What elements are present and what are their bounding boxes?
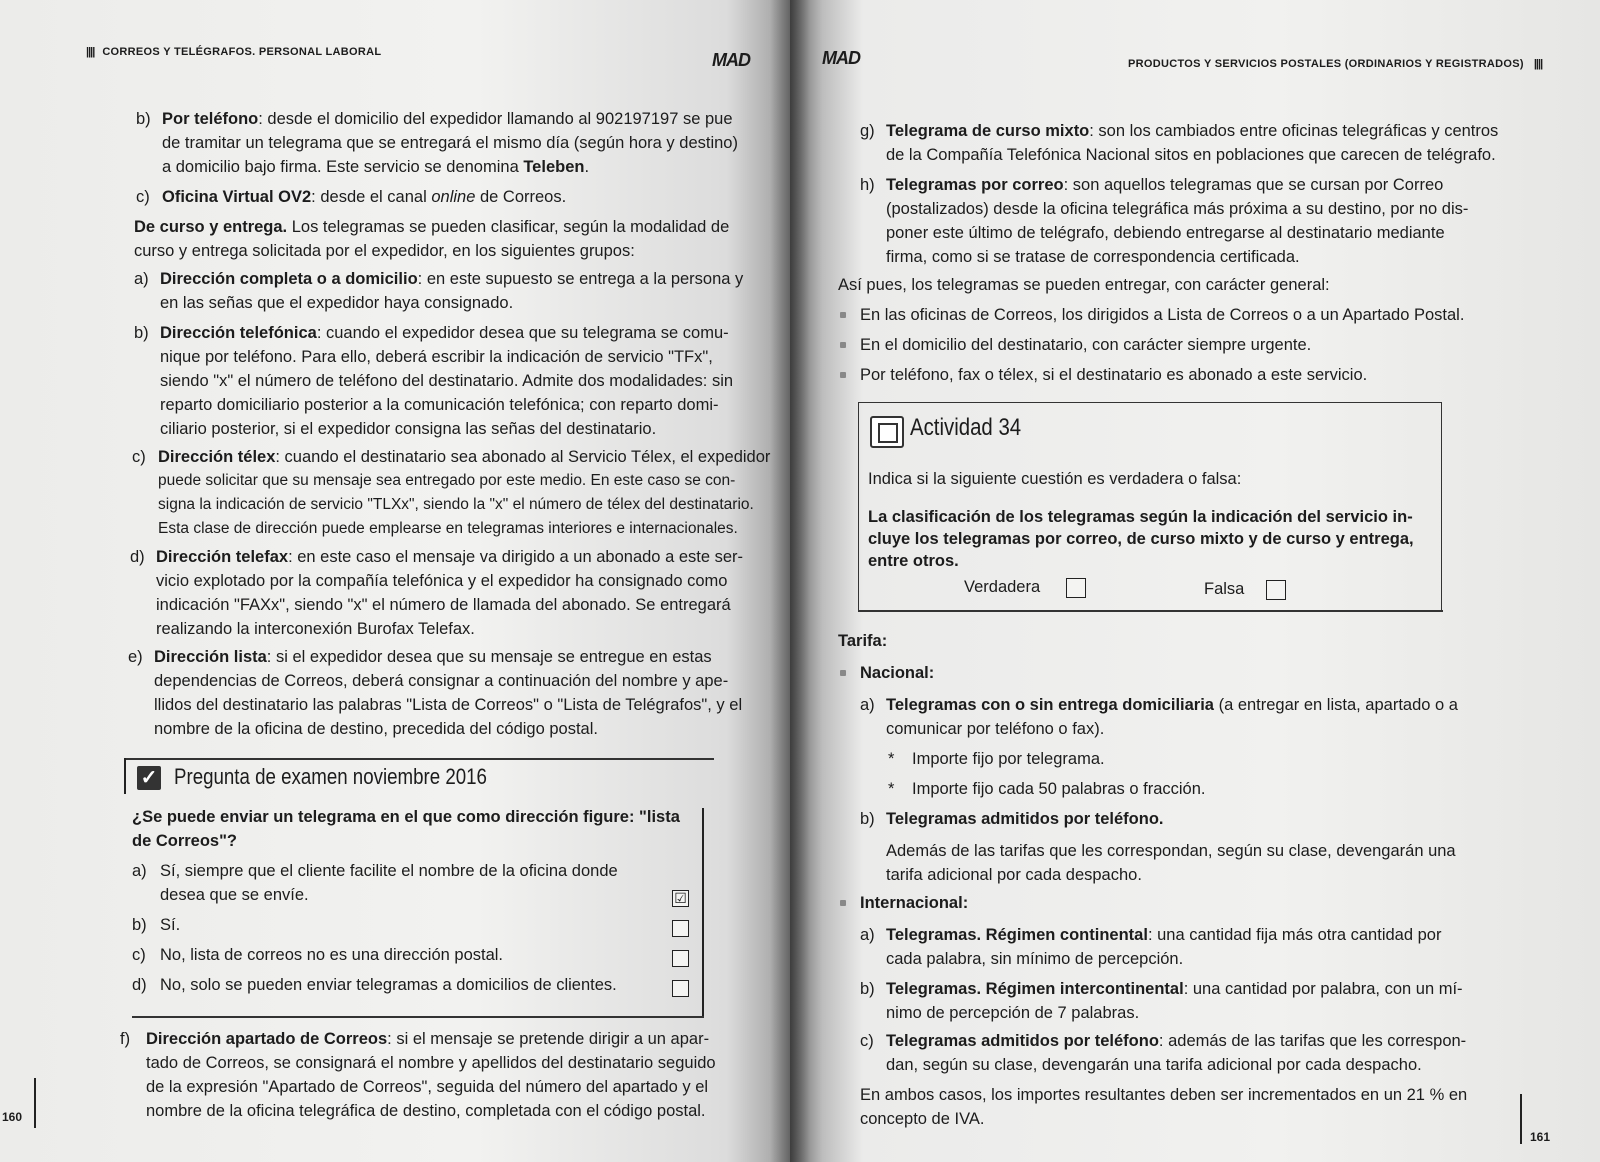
paragraph-line: dan, según su clase, devengarán una tarifa adicional por cada despacho.	[886, 1056, 1422, 1074]
item-label: b)	[860, 980, 875, 998]
paragraph-line: tarifa adicional por cada despacho.	[886, 866, 1142, 884]
publisher-logo: MAD	[712, 50, 750, 70]
paragraph-line: Dirección telefónica: cuando el expedidor desea que su telegrama se comu-	[160, 324, 729, 342]
paragraph-line: Telegramas admitidos por teléfono: además de las tarifas que les correspon-	[886, 1032, 1467, 1050]
paragraph-line: Dirección lista: si el expedidor desea que su mensaje se entregue en estas	[154, 648, 712, 666]
option-label: c)	[132, 946, 146, 964]
paragraph-line: Así pues, los telegramas se pueden entregar, con carácter general:	[838, 276, 1330, 294]
bullet-icon	[840, 372, 846, 378]
paragraph-line: poner este último de telégrafo, debiendo entregarse al destinatario mediante	[886, 224, 1445, 242]
paragraph-line: Dirección telefax: en este caso el mensaje va dirigido a un abonado a este ser-	[156, 548, 744, 566]
paragraph-line: Dirección télex: cuando el destinatario sea abonado al Servicio Télex, el expedidor	[158, 448, 771, 466]
item-label: c)	[136, 188, 150, 206]
item-label: f)	[120, 1030, 131, 1048]
paragraph-line: curso y entrega solicitada por el expedidor, en los siguientes grupos:	[134, 242, 635, 260]
paragraph-line: de tramitar un telegrama que se entregará el mismo día (según hora y destino)	[162, 134, 738, 152]
paragraph-line: vicio explotado por la compañía telefónica y el expedidor ha consignado como	[156, 572, 728, 590]
option-text: No, solo se pueden enviar telegramas a domicilios de clientes.	[160, 976, 617, 994]
paragraph-line: llidos del destinatario las palabras "Lista de Correos" o "Lista de Telégrafos", y el	[154, 696, 743, 714]
item-label: b)	[136, 110, 151, 128]
paragraph-line: reparto domiciliario posterior a la comunicación telefónica; con reparto domi-	[160, 396, 719, 414]
publisher-logo: MAD	[822, 48, 860, 68]
item-label: c)	[860, 1032, 874, 1050]
bullet-icon	[840, 312, 846, 318]
bullet-item: En el domicilio del destinatario, con carácter siempre urgente.	[860, 336, 1312, 354]
paragraph-line: Dirección completa o a domicilio: en este supuesto se entrega a la persona y	[160, 270, 744, 288]
paragraph-line: nombre de la oficina de destino, precedida del código postal.	[154, 720, 598, 738]
exam-question: ¿Se puede enviar un telegrama en el que como dirección figure: "lista	[132, 808, 680, 826]
activity-statement: cluye los telegramas por correo, de curso mixto y de curso y entrega,	[868, 530, 1414, 548]
activity-title: Actividad 34	[910, 414, 1022, 441]
paragraph-line: en las señas que el expedidor haya consignado.	[160, 294, 514, 312]
checkmark-icon: ✓	[137, 766, 161, 790]
item-label: h)	[860, 176, 875, 194]
paragraph-line: tado de Correos, se consignará el nombre y apellidos del destinatario seguido	[146, 1054, 716, 1072]
item-label: a)	[860, 926, 875, 944]
item-label: d)	[130, 548, 145, 566]
running-head-right: PRODUCTOS Y SERVICIOS POSTALES (ORDINARIOS Y REGISTRADOS) ||||	[1128, 58, 1543, 70]
option-label: b)	[132, 916, 147, 934]
option-text: No, lista de correos no es una dirección postal.	[160, 946, 504, 964]
paragraph-line: Telegramas con o sin entrega domiciliaria (a entregar en lista, apartado o a	[886, 696, 1458, 714]
option-checkbox[interactable]	[672, 920, 689, 937]
list-item: Importe fijo por telegrama.	[912, 750, 1105, 768]
subsection-heading: Internacional:	[860, 894, 969, 912]
paragraph-line: nique por teléfono. Para ello, deberá escribir la indicación de servicio "TFx",	[160, 348, 713, 366]
paragraph-line: a domicilio bajo firma. Este servicio se denomina Teleben.	[162, 158, 590, 176]
true-checkbox[interactable]	[1066, 578, 1086, 598]
list-item: Importe fijo cada 50 palabras o fracción.	[912, 780, 1206, 798]
bullet-item: En las oficinas de Correos, los dirigidos a Lista de Correos o a un Apartado Postal.	[860, 306, 1465, 324]
subsection-heading: Nacional:	[860, 664, 935, 682]
option-text: Sí, siempre que el cliente facilite el nombre de la oficina donde	[160, 862, 618, 880]
bars-icon: ||||	[86, 46, 95, 58]
activity-icon	[870, 416, 904, 448]
false-checkbox[interactable]	[1266, 580, 1286, 600]
paragraph-line: Telegramas. Régimen intercontinental: una cantidad por palabra, con un mí-	[886, 980, 1463, 998]
paragraph-line: De curso y entrega. Los telegramas se pueden clasificar, según la modalidad de	[134, 218, 730, 236]
page-number: 161	[1530, 1130, 1551, 1144]
paragraph-line: nombre de la oficina telegráfica de destino, completada con el código postal.	[146, 1102, 706, 1120]
item-label: b)	[860, 810, 875, 828]
asterisk-icon: *	[888, 750, 895, 768]
section-heading: Tarifa:	[838, 632, 888, 650]
paragraph-line: Por teléfono: desde el domicilio del expedidor llamando al 902197197 se pue	[162, 110, 733, 128]
item-label: g)	[860, 122, 875, 140]
item-label: c)	[132, 448, 146, 466]
paragraph-line: dependencias de Correos, deberá consignar a continuación del nombre y ape-	[154, 672, 729, 690]
option-checkbox[interactable]	[672, 950, 689, 967]
option-checkbox[interactable]	[672, 980, 689, 997]
paragraph-line: realizando la interconexión Burofax Telefax.	[156, 620, 475, 638]
paragraph-line: Telegramas. Régimen continental: una cantidad fija más otra cantidad por	[886, 926, 1442, 944]
bullet-item: Por teléfono, fax o télex, si el destinatario es abonado a este servicio.	[860, 366, 1368, 384]
paragraph-line: Oficina Virtual OV2: desde el canal online de Correos.	[162, 188, 567, 206]
box-right-rule	[702, 808, 704, 1018]
paragraph-line: de la Compañía Telefónica Nacional sitos en poblaciones que carecen de telégrafo.	[886, 146, 1496, 164]
option-text: Sí.	[160, 916, 181, 934]
false-label: Falsa	[1204, 580, 1245, 598]
option-label: d)	[132, 976, 147, 994]
page-number-rule	[1520, 1094, 1522, 1144]
activity-instruction: Indica si la siguiente cuestión es verdadera o falsa:	[868, 470, 1242, 488]
running-head-left: |||| CORREOS Y TELÉGRAFOS. PERSONAL LABORAL	[86, 46, 382, 58]
paragraph-line: Dirección apartado de Correos: si el mensaje se pretende dirigir a un apar-	[146, 1030, 710, 1048]
paragraph-line: Telegramas admitidos por teléfono.	[886, 810, 1164, 828]
option-checkbox[interactable]: ☑	[672, 890, 689, 907]
paragraph-line: Esta clase de dirección puede emplearse en telegramas interiores e internacionales.	[158, 520, 738, 537]
option-label: a)	[132, 862, 147, 880]
paragraph-line: Telegramas por correo: son aquellos telegramas que se cursan por Correo	[886, 176, 1444, 194]
true-label: Verdadera	[964, 578, 1041, 596]
right-page	[790, 0, 1600, 1162]
paragraph-line: Telegrama de curso mixto: son los cambiados entre oficinas telegráficas y centros	[886, 122, 1499, 140]
paragraph-line: de la expresión "Apartado de Correos", seguida del número del apartado y el	[146, 1078, 709, 1096]
box-top-rule	[124, 758, 714, 760]
book-gutter	[770, 0, 810, 1162]
item-label: a)	[860, 696, 875, 714]
bullet-icon	[840, 670, 846, 676]
box-bottom-rule	[132, 1016, 704, 1018]
page-number: 160	[2, 1110, 23, 1124]
paragraph-line: signa la indicación de servicio "TLXx", siendo la "x" el número de télex del destinatario.	[158, 496, 754, 513]
paragraph-line: firma, como si se tratase de correspondencia certificada.	[886, 248, 1300, 266]
paragraph-line: puede solicitar que su mensaje sea entregado por este medio. En este caso se con-	[158, 472, 736, 489]
paragraph-line: siendo "x" el número de teléfono del destinatario. Admite dos modalidades: sin	[160, 372, 734, 390]
exam-question: de Correos"?	[132, 832, 238, 850]
activity-statement: La clasificación de los telegramas según la indicación del servicio in-	[868, 508, 1413, 526]
paragraph-line: (postalizados) desde la oficina telegráfica más próxima a su destino, por no dis-	[886, 200, 1469, 218]
bullet-icon	[840, 900, 846, 906]
box-left-rule	[124, 758, 126, 794]
bars-icon: ||||	[1533, 58, 1543, 70]
activity-statement: entre otros.	[868, 552, 959, 570]
paragraph-line: cada palabra, sin mínimo de percepción.	[886, 950, 1184, 968]
bullet-icon	[840, 342, 846, 348]
item-label: b)	[134, 324, 149, 342]
left-page	[0, 0, 790, 1162]
item-label: e)	[128, 648, 143, 666]
activity-bottom-rule	[858, 610, 1443, 612]
asterisk-icon: *	[888, 780, 895, 798]
paragraph-line: En ambos casos, los importes resultantes deben ser incrementados en un 21 % en	[860, 1086, 1468, 1104]
page-number-rule	[34, 1078, 36, 1128]
paragraph-line: ciliario posterior, si el expedidor consigna las señas del destinatario.	[160, 420, 657, 438]
paragraph-line: indicación "FAXx", siendo "x" el número de llamada del abonado. Se entregará	[156, 596, 731, 614]
paragraph-line: comunicar por teléfono o fax).	[886, 720, 1105, 738]
item-label: a)	[134, 270, 149, 288]
option-text: desea que se envíe.	[160, 886, 309, 904]
paragraph-line: concepto de IVA.	[860, 1110, 985, 1128]
paragraph-line: Además de las tarifas que les correspondan, según su clase, devengarán una	[886, 842, 1456, 860]
exam-box-title: Pregunta de examen noviembre 2016	[174, 764, 487, 789]
paragraph-line: nimo de percepción de 7 palabras.	[886, 1004, 1140, 1022]
